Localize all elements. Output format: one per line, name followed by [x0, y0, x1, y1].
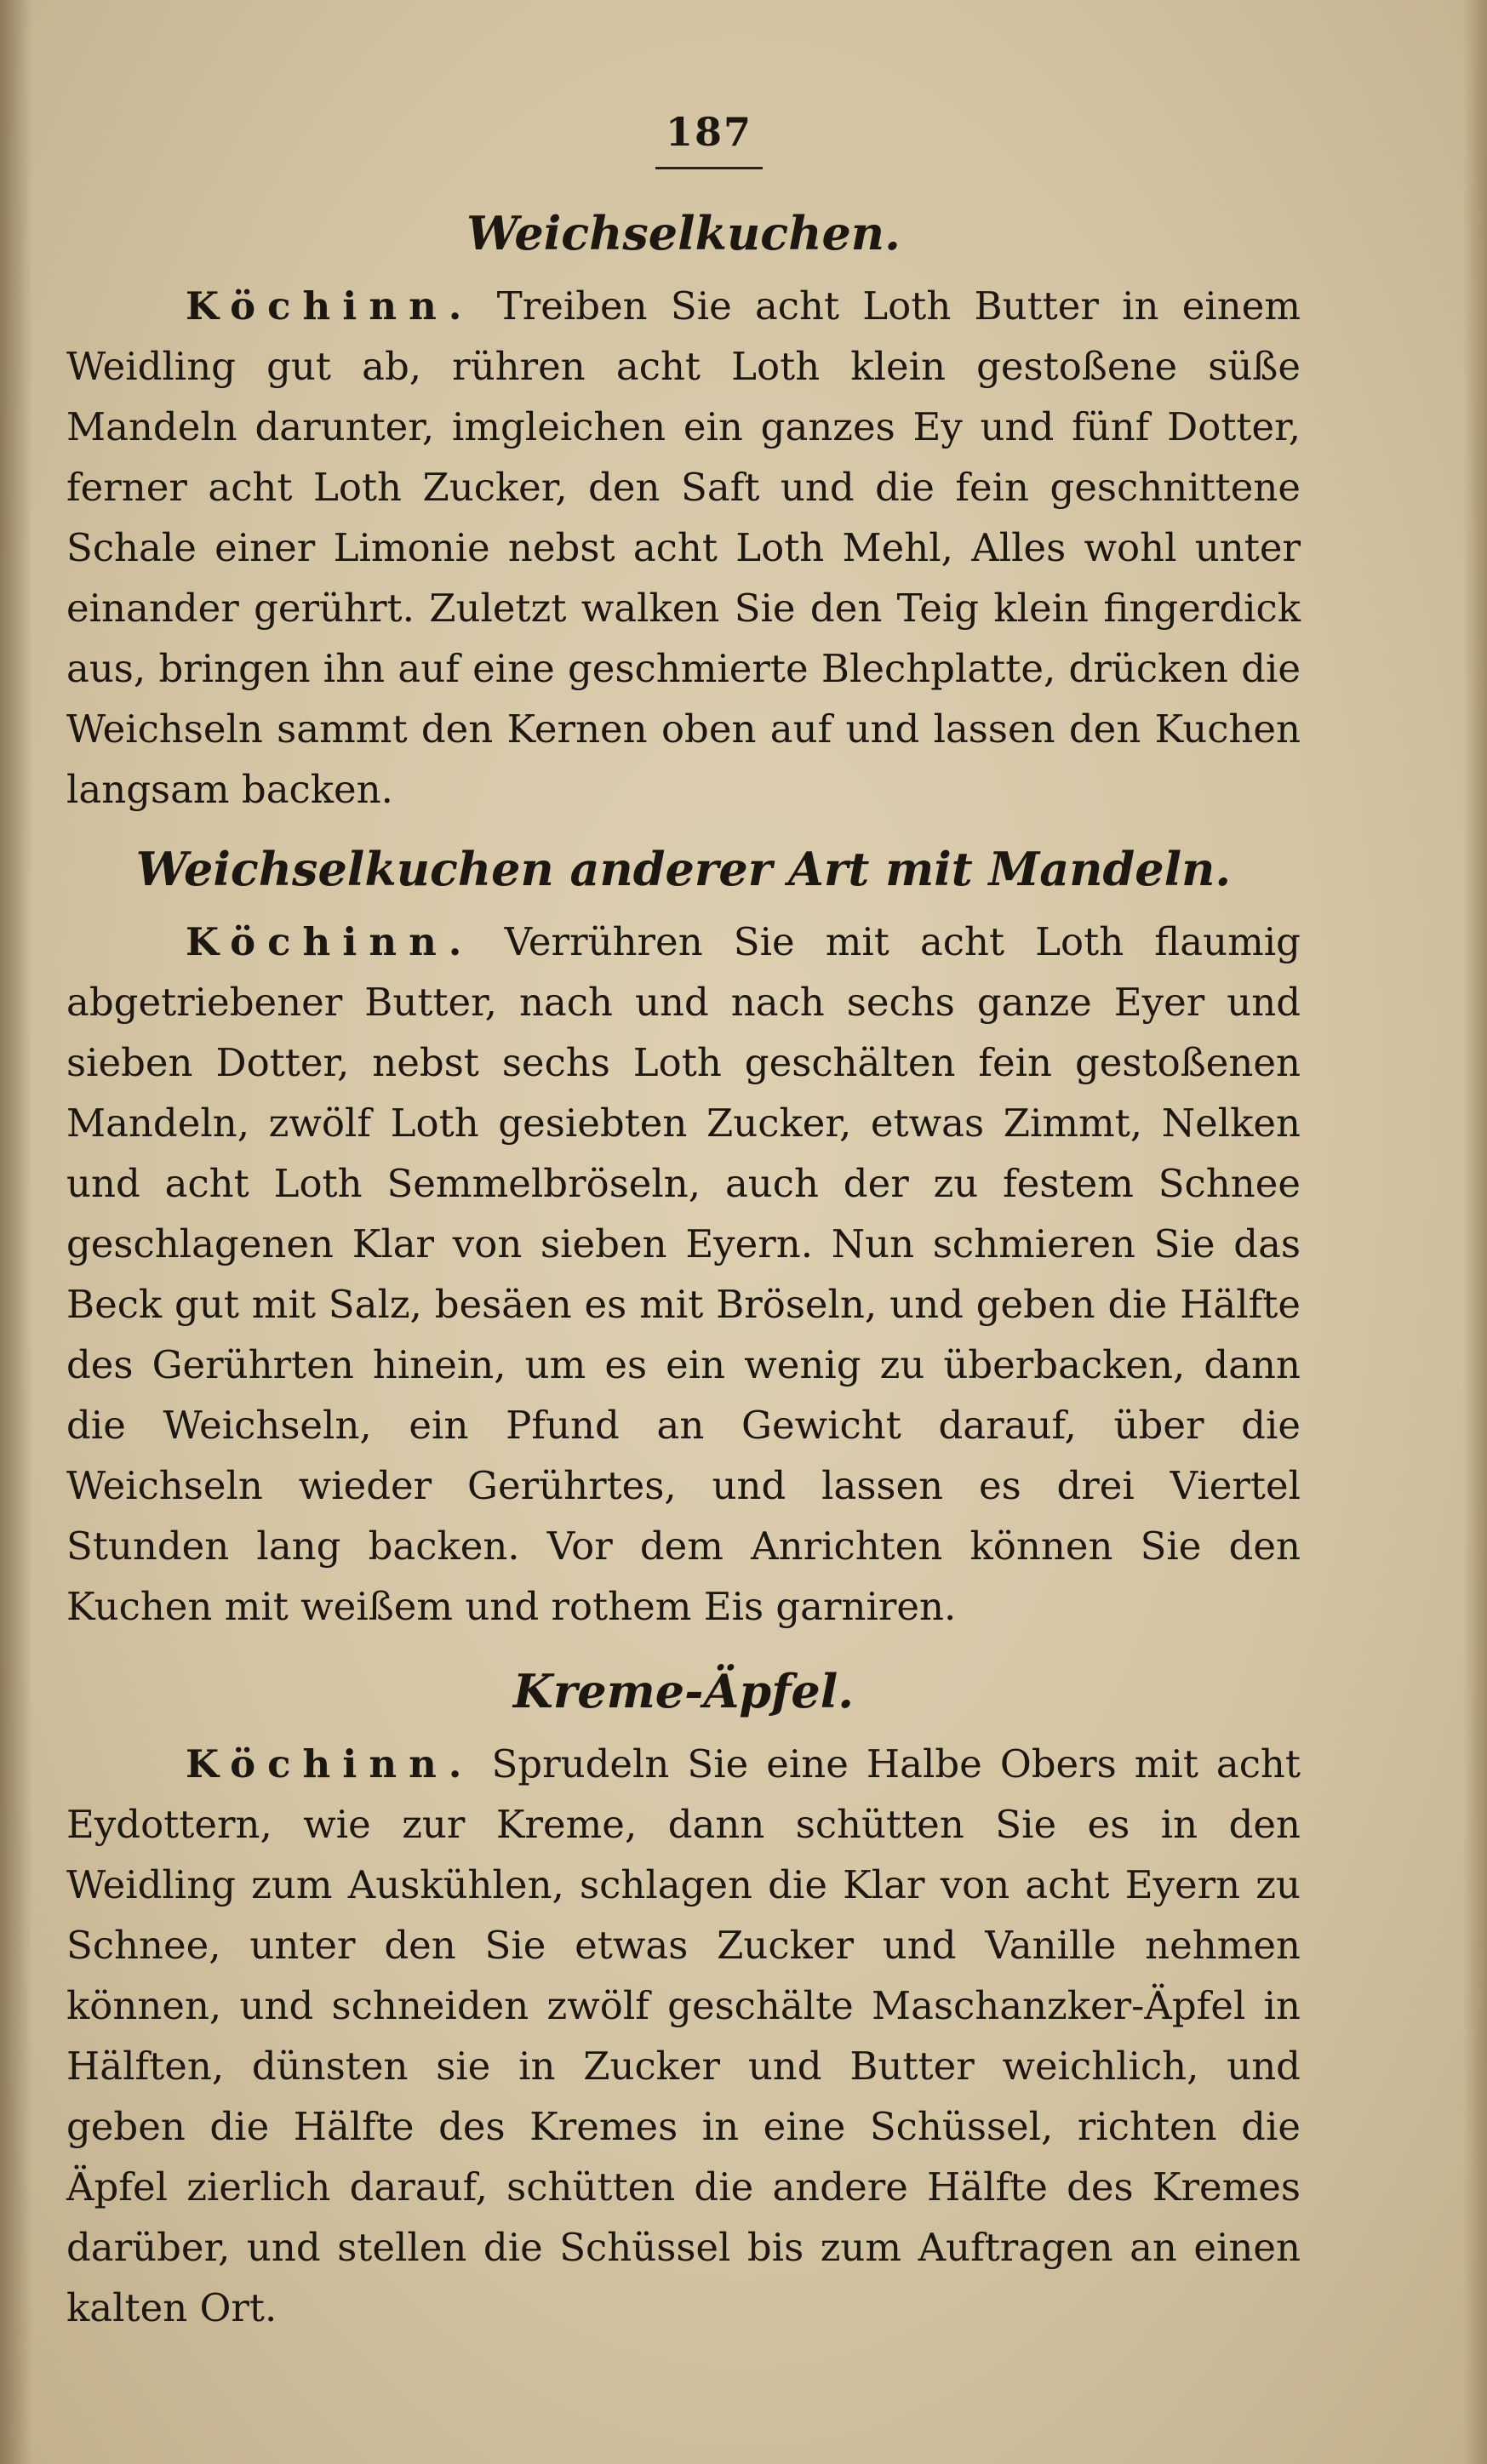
recipe-instructions: Treiben Sie acht Loth Butter in einem Weidling gut ab, rühren acht Loth klein gestoßene süße Mandeln darunter, imgleichen ein ganzes Ey und fünf Dotter, ferner acht Loth Zucker, den Saft und die fein geschnittene Schale einer Limonie nebst acht Loth Mehl, Alles wohl unter einander gerührt. Zuletzt walken Sie den Teig klein fingerdick aus, bringen ihn auf eine geschmierte Blechplatte, drücken die Weichseln sammt den Kernen oben auf und lassen den Kuchen langsam backen. [66, 283, 1301, 812]
recipe-weichselkuchen [66, 203, 1301, 820]
recipe-title: Weichselkuchen anderer Art mit Mandeln. [135, 842, 1232, 896]
page-number: 187 [665, 109, 753, 155]
recipe-kreme-aepfel [66, 1661, 1301, 2338]
recipe-title: Kreme-Äpfel. [512, 1664, 855, 1718]
page-edge-shadow-right [1463, 0, 1487, 2464]
recipe-title: Weichselkuchen. [466, 206, 901, 260]
recipe-instructions: Sprudeln Sie eine Halbe Obers mit acht Eydottern, wie zur Kreme, dann schütten Sie es in den Weidling zum Auskühlen, schlagen die Klar von acht Eyern zu Schnee, unter den Sie etwas Zucker und Vanille nehmen können, und schneiden zwölf geschälte Maschanzker-Äpfel in Hälften, dünsten sie in Zucker und Butter weichlich, und geben die Hälfte des Kremes in eine Schüssel, richten die Äpfel zierlich darauf, schütten die andere Hälfte des Kremes darüber, und stellen die Schüssel bis zum Auftragen an einen kalten Ort. [66, 1741, 1301, 2330]
recipe-instructions: Verrühren Sie mit acht Loth flaumig abgetriebener Butter, nach und nach sechs ganze Eyer und sieben Dotter, nebst sechs Loth geschälten fein gestoßenen Mandeln, zwölf Loth gesiebten Zucker, etwas Zimmt, Nelken und acht Loth Semmelbröseln, auch der zu festem Schnee geschlagenen Klar von sieben Eyern. Nun schmieren Sie das Beck gut mit Salz, besäen es mit Bröseln, und geben die Hälfte des Gerührten hinein, um es ein wenig zu überbacken, dann die Weichseln, ein Pfund an Gewicht darauf, über die Weichseln wieder Gerührtes, und lassen es drei Viertel Stunden lang backen. Vor dem Anrichten können Sie den Kuchen mit weißem und rothem Eis garniren. [66, 919, 1301, 1629]
recipe-text [66, 276, 1301, 820]
speaker-label: Köchinn. [186, 283, 474, 329]
page-content [66, 203, 1301, 2355]
recipe-text [66, 1734, 1301, 2338]
recipe-weichselkuchen-mandeln [66, 838, 1301, 1637]
recipe-text [66, 912, 1301, 1637]
speaker-label: Köchinn. [186, 1741, 474, 1787]
page-edge-shadow-left [0, 0, 32, 2464]
speaker-label: Köchinn. [186, 919, 474, 964]
page-number-rule [655, 167, 763, 169]
